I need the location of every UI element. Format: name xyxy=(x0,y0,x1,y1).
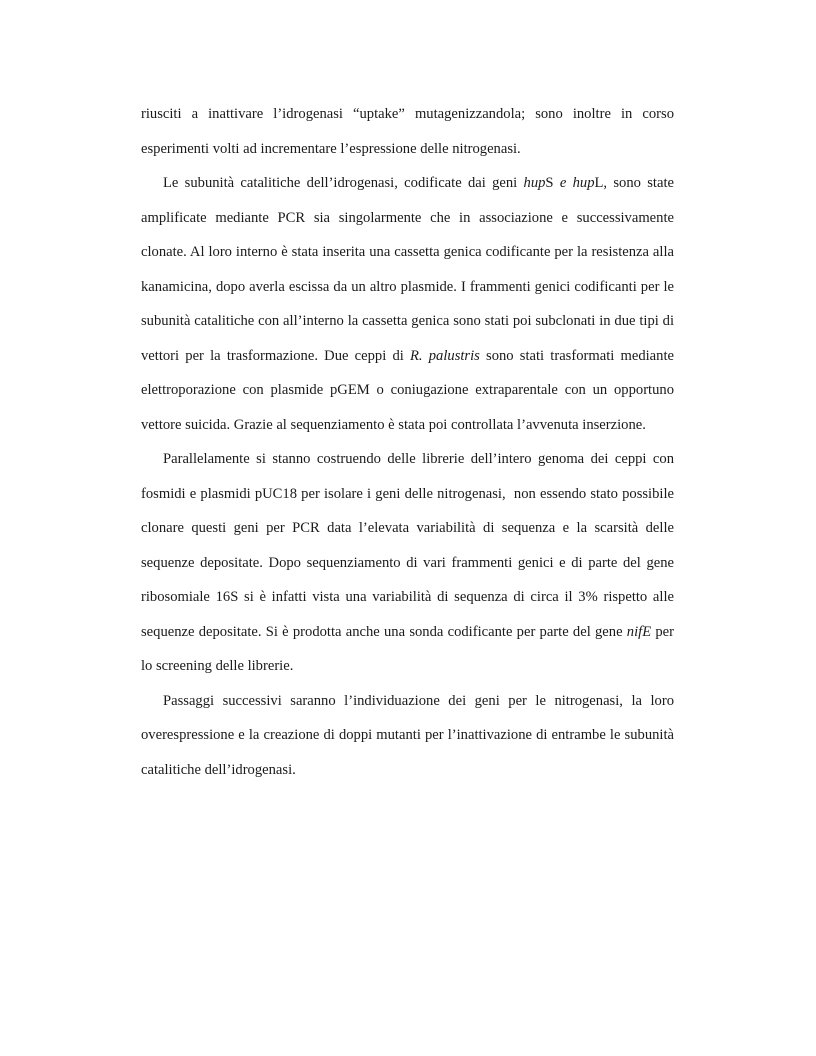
paragraph-3 xyxy=(141,442,674,684)
document-page xyxy=(141,97,674,787)
text-run: Parallelamente si stanno costruendo delle librerie dell’intero genoma dei ceppi con fosmidi e plasmidi pUC18 per isolare i geni delle nitrogenasi, non essendo stato possibile clonare questi geni per PCR data l’elevata variabilità di sequenza e la scarsità delle sequenze depositate. Dopo sequenziamento di vari frammenti genici e di parte del gene ribosomiale 16S si è infatti vista una variabilità di sequenza di circa il 3% rispetto alle sequenze depositate. Si è prodotta anche una sonda codificante per parte del gene xyxy=(141,451,674,640)
italic-gene-name: hup xyxy=(523,175,546,191)
text-run: Passaggi successivi saranno l’individuazione dei geni per le nitrogenasi, la loro overespressione e la creazione di doppi mutanti per l’inattivazione di entrambe le subunità catalitiche dell’idrogenasi. xyxy=(141,692,674,778)
text-run: S xyxy=(545,175,560,191)
italic-species-name: R. palustris xyxy=(410,347,480,364)
text-run: Le subunità catalitiche dell’idrogenasi, codificate dai geni xyxy=(163,175,524,191)
text-run: L, sono state amplificate mediante PCR sia singolarmente che in associazione e successivamente clonate. Al loro interno è stata inserita una cassetta genica codificante per la resistenza alla kanamicina, dopo averla escissa da un altro plasmide. I frammenti genici codificanti per le subunità catalitiche con all’interno la cassetta genica sono stati poi subclonati in due tipi di vettori per la trasformazione. Due ceppi di xyxy=(141,175,674,364)
text-run: riusciti a inattivare l’idrogenasi “uptake” mutagenizzandola; sono inoltre in corso esperimenti volti ad incrementare l’espressione delle nitrogenasi. xyxy=(141,106,674,157)
text-run: per lo screening delle librerie. xyxy=(141,623,674,674)
italic-gene-name: e hup xyxy=(559,175,595,191)
paragraph-4 xyxy=(141,684,674,788)
paragraph-1 xyxy=(141,97,674,166)
text-run: sono stati trasformati mediante elettroporazione con plasmide pGEM o coniugazione extraparentale con un opportuno vettore suicida. Grazie al sequenziamento è stata poi controllata l’avvenuta inserzione. xyxy=(141,347,674,433)
paragraph-2 xyxy=(141,166,674,442)
italic-gene-name: nifE xyxy=(626,623,652,640)
